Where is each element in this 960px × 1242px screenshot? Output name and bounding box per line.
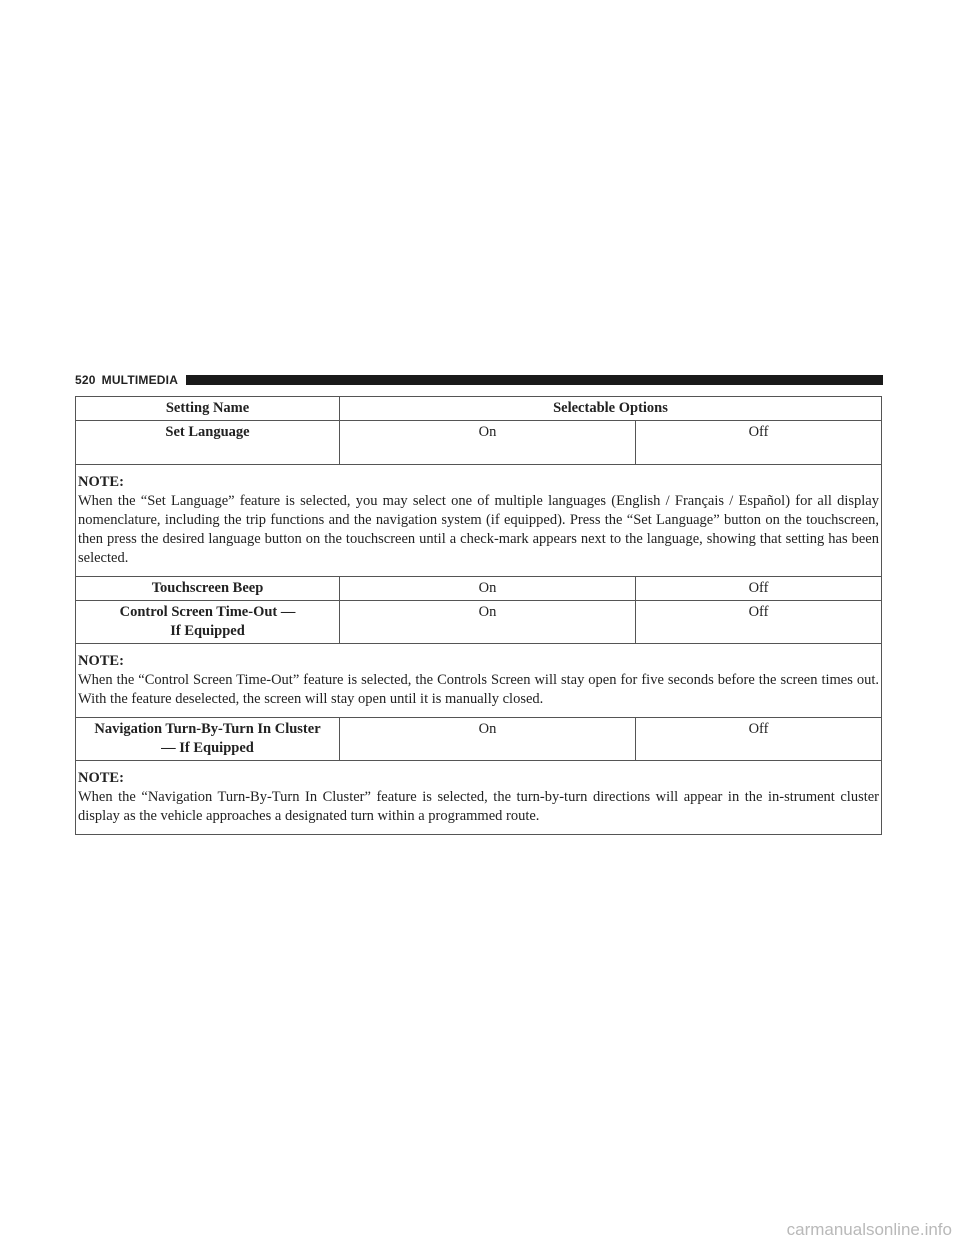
option-on: On bbox=[340, 577, 636, 601]
note-cell bbox=[76, 465, 882, 577]
setting-name-line: If Equipped bbox=[170, 623, 245, 639]
watermark: carmanualsonline.info bbox=[786, 1220, 952, 1239]
note-cell bbox=[76, 761, 882, 835]
column-header-setting-name: Setting Name bbox=[76, 397, 340, 421]
note-cell bbox=[76, 644, 882, 718]
note-title: NOTE: bbox=[78, 770, 124, 786]
option-off: Off bbox=[636, 718, 882, 761]
option-on: On bbox=[340, 421, 636, 465]
setting-name: Touchscreen Beep bbox=[76, 577, 340, 601]
option-off: Off bbox=[636, 577, 882, 601]
option-off: Off bbox=[636, 421, 882, 465]
table-row bbox=[76, 601, 882, 644]
option-on: On bbox=[340, 718, 636, 761]
note-text: When the “Control Screen Time-Out” feature is selected, the Controls Screen will stay open for five seconds before the screen times out. With the feature deselected, the screen will stay open until it is manually closed. bbox=[78, 672, 879, 707]
setting-name: Set Language bbox=[76, 421, 340, 465]
table-row bbox=[76, 421, 882, 465]
table-header-row bbox=[76, 397, 882, 421]
section-title: MULTIMEDIA bbox=[101, 373, 179, 387]
column-header-selectable-options: Selectable Options bbox=[340, 397, 882, 421]
setting-name-line: Navigation Turn-By-Turn In Cluster bbox=[94, 721, 321, 737]
note-row bbox=[76, 761, 882, 835]
option-on: On bbox=[340, 601, 636, 644]
table-row bbox=[76, 577, 882, 601]
setting-name-line: Control Screen Time-Out — bbox=[119, 604, 296, 620]
note-text: When the “Set Language” feature is selected, you may select one of multiple languages (English / Français / Español) for all display nomenclature, including the trip functions and the navigation system (if equipped). Press the “Set Language” button on the touchscreen, then press the desired language button on the touchscreen until a check-mark appears next to the language, showing that setting has been selected. bbox=[78, 493, 879, 566]
note-title: NOTE: bbox=[78, 653, 124, 669]
page-number: 520 bbox=[75, 373, 96, 387]
note-title: NOTE: bbox=[78, 474, 124, 490]
note-row bbox=[76, 644, 882, 718]
setting-name bbox=[76, 601, 340, 644]
note-text: When the “Navigation Turn-By-Turn In Cluster” feature is selected, the turn-by-turn directions will appear in the in-strument cluster display as the vehicle approaches a designated turn within a programmed route. bbox=[78, 789, 879, 824]
setting-name-line: — If Equipped bbox=[161, 740, 254, 756]
page-header bbox=[75, 372, 883, 388]
setting-name bbox=[76, 718, 340, 761]
header-rule bbox=[186, 375, 883, 385]
settings-table bbox=[75, 396, 882, 835]
note-row bbox=[76, 465, 882, 577]
option-off: Off bbox=[636, 601, 882, 644]
table-row bbox=[76, 718, 882, 761]
